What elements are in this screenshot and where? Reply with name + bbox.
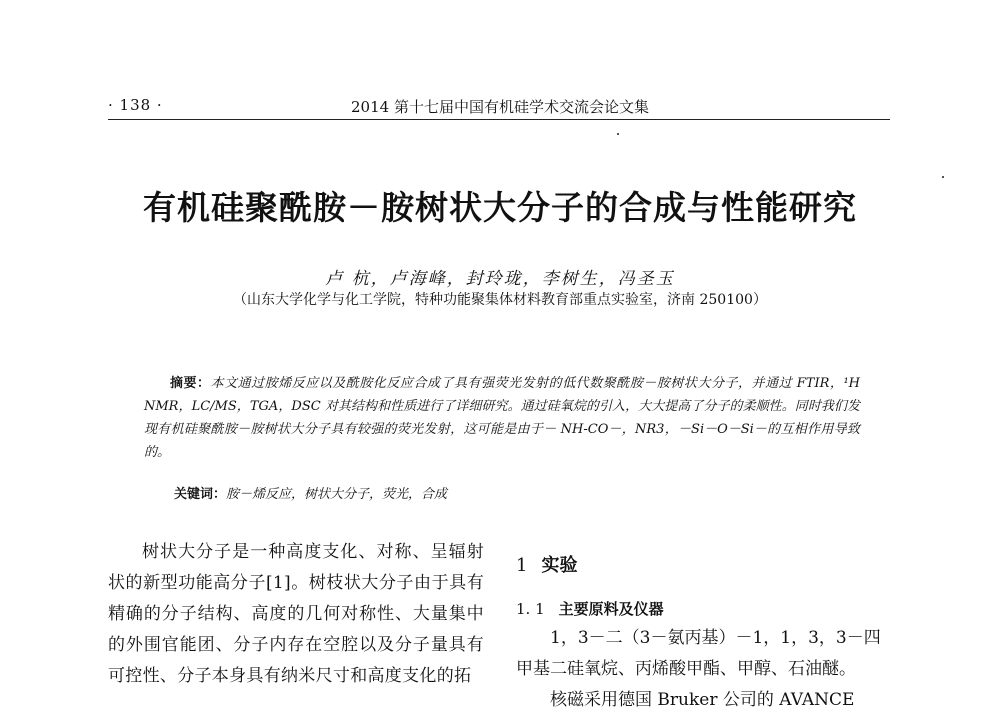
keywords	[174, 483, 447, 502]
header-rule	[108, 119, 890, 120]
intro-paragraph: 树状大分子是一种高度支化、对称、呈辐射状的新型功能高分子[1]。树枝状大分子由于具有精确的分子结构、高度的几何对称性、大量集中的外围官能团、分子内存在空腔以及分子量具有可控性、分子本身具有纳米尺寸和高度支化的拓	[108, 542, 484, 686]
affiliation: （山东大学化学与化工学院，特种功能聚集体材料教育部重点实验室，济南 250100）	[233, 292, 767, 308]
materials-line-2: 甲基二硅氧烷、丙烯酸甲酯、甲醇、石油醚。	[516, 659, 856, 679]
materials-column	[516, 623, 892, 716]
abstract-text: 本文通过胺烯反应以及酰胺化反应合成了具有强荧光发射的低代数聚酰胺－胺树状大分子，并通过 FTIR，¹H NMR，LC/MS，TGA，DSC 对其结构和性质进行了详细研究。通过硅氧烷的引入，大大提高了分子的柔顺性。同时我们发现有机硅聚酰胺－胺树状大分子具有较强的荧光发射，这可能是由于－ NH-CO－，NR3，－Si－O－Si－的互相作用导致的。	[144, 376, 860, 460]
abstract	[144, 372, 860, 464]
running-header: 2014 第十七届中国有机硅学术交流会论文集	[351, 98, 649, 116]
scan-speck	[617, 133, 619, 135]
instrument-line: 核磁采用德国 Bruker 公司的 AVANCE	[550, 690, 855, 710]
section-number: 1	[516, 555, 528, 576]
materials-line-1: 1，3－二（3－氨丙基）－1，1，3，3－四	[550, 628, 881, 648]
paper-title: 有机硅聚酰胺－胺树状大分子的合成与性能研究	[143, 188, 857, 227]
section-title: 实验	[541, 555, 578, 576]
authors: 卢 杭，卢海峰，封玲珑，李树生，冯圣玉	[325, 269, 675, 289]
page-number: · 138 ·	[108, 96, 163, 114]
subsection-heading	[516, 598, 664, 619]
subsection-number: 1. 1	[516, 600, 545, 618]
section-heading	[516, 551, 577, 577]
keywords-label: 关键词：	[174, 487, 227, 502]
subsection-title: 主要原料及仪器	[558, 600, 664, 618]
keywords-text: 胺－烯反应，树状大分子，荧光，合成	[226, 487, 448, 502]
scan-speck	[942, 176, 944, 178]
abstract-label: 摘要：	[170, 376, 211, 391]
intro-column	[108, 537, 484, 692]
